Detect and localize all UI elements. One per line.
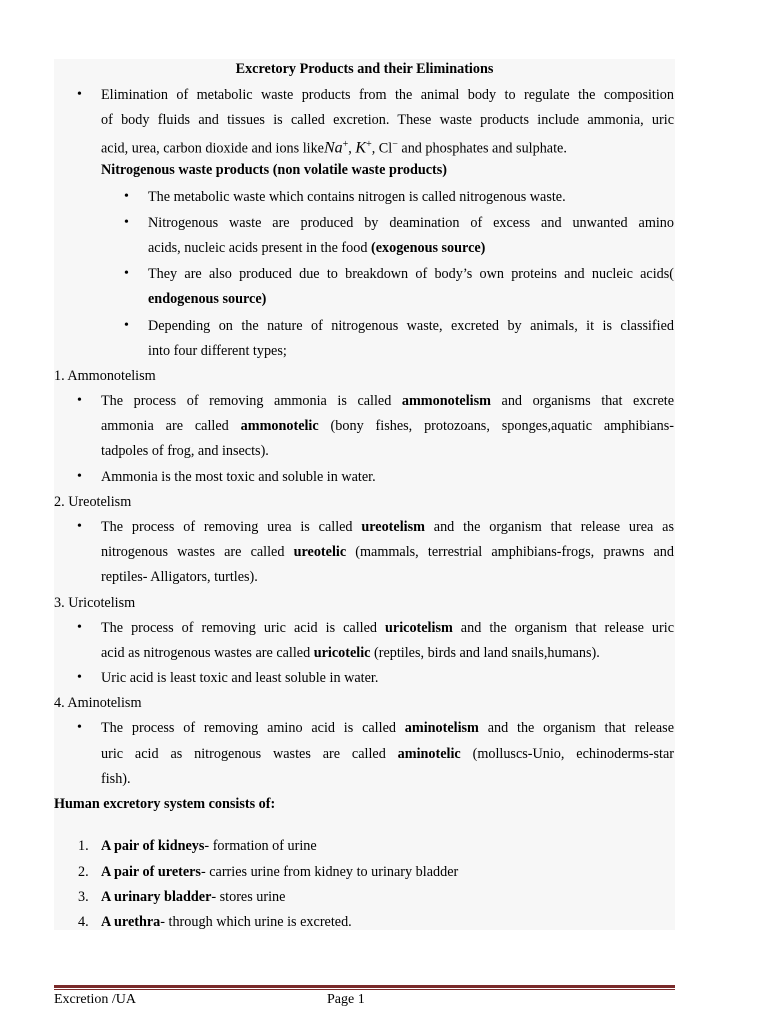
organ-list-item: 2.: [78, 864, 89, 880]
nitro-point-2-line-1: Nitrogenous waste are produced by deamination of excess and unwanted amino: [148, 215, 674, 231]
footer-rule-thin: [54, 989, 675, 990]
bullet: •: [124, 215, 129, 230]
aminotelism-line-1: The process of removing amino acid is called aminotelism and the organism that release: [101, 720, 674, 736]
organ-list-item: 4.: [78, 914, 89, 930]
page-number: Page 1: [327, 992, 365, 1007]
organ-ureters: A pair of ureters- carries urine from kidney to urinary bladder: [101, 864, 459, 880]
bullet: •: [77, 670, 82, 685]
ammonotelism-line-3: tadpoles of frog, and insects).: [101, 443, 269, 459]
bullet: •: [124, 266, 129, 281]
bullet: •: [77, 469, 82, 484]
nitro-point-3-line-1: They are also produced due to breakdown of body’s own proteins and nucleic acids(: [148, 266, 674, 282]
human-system-heading: Human excretory system consists of:: [54, 796, 276, 812]
footer-left-text: Excretion /UA: [54, 992, 137, 1007]
bullet: •: [77, 87, 82, 102]
ureotelism-heading: 2. Ureotelism: [54, 494, 132, 510]
nitro-point-4-line-1: Depending on the nature of nitrogenous waste, excreted by animals, it is classified: [148, 318, 674, 334]
intro-line-1: Elimination of metabolic waste products from the animal body to regulate the composition: [101, 87, 674, 103]
page-title: Excretory Products and their Eliminations: [235, 61, 494, 77]
ammonotelism-heading: 1. Ammonotelism: [54, 368, 156, 384]
nitro-point-4-line-2: into four different types;: [148, 343, 287, 359]
bullet: •: [77, 620, 82, 635]
uricotelism-heading: 3. Uricotelism: [54, 595, 136, 611]
intro-line-3: acid, urea, carbon dioxide and ions likeNa+, K+, Cl− and phosphates and sulphate.: [101, 139, 567, 157]
uricotelism-toxicity: Uric acid is least toxic and least soluble in water.: [101, 670, 379, 686]
organ-list-item: 1.: [78, 838, 89, 854]
nitro-point-1: The metabolic waste which contains nitrogen is called nitrogenous waste.: [148, 189, 566, 205]
footer-rule-thick: [54, 985, 675, 988]
aminotelism-heading: 4. Aminotelism: [54, 695, 142, 711]
uricotelism-line-1: The process of removing uric acid is called uricotelism and the organism that release uric: [101, 620, 674, 636]
organ-kidneys: A pair of kidneys- formation of urine: [101, 838, 317, 854]
aminotelism-line-3: fish).: [101, 771, 131, 787]
bullet: •: [124, 189, 129, 204]
ammonotelism-line-1: The process of removing ammonia is called ammonotelism and organisms that excrete: [101, 393, 674, 409]
nitrogenous-heading: Nitrogenous waste products (non volatile waste products): [101, 162, 448, 178]
nitro-point-2-line-2: acids, nucleic acids present in the food (exogenous source): [148, 240, 486, 256]
aminotelism-line-2: uric acid as nitrogenous wastes are called aminotelic (molluscs-Unio, echinoderms-star: [101, 746, 674, 762]
bullet: •: [77, 720, 82, 735]
intro-line-2: of body fluids and tissues is called excretion. These waste products include ammonia, uric: [101, 112, 674, 128]
nitro-point-3-line-2: endogenous source): [148, 291, 267, 307]
bullet: •: [77, 393, 82, 408]
ammonotelism-toxicity: Ammonia is the most toxic and soluble in water.: [101, 469, 376, 485]
organ-bladder: A urinary bladder- stores urine: [101, 889, 286, 905]
ureotelism-line-1: The process of removing urea is called ureotelism and the organism that release urea as: [101, 519, 674, 535]
organ-list-item: 3.: [78, 889, 89, 905]
ammonotelism-line-2: ammonia are called ammonotelic (bony fishes, protozoans, sponges,aquatic amphibians-: [101, 418, 675, 434]
organ-urethra: A urethra- through which urine is excreted.: [101, 914, 352, 930]
bullet: •: [124, 318, 129, 333]
uricotelism-line-2: acid as nitrogenous wastes are called uricotelic (reptiles, birds and land snails,humans).: [101, 645, 600, 661]
bullet: •: [77, 519, 82, 534]
ureotelism-line-2: nitrogenous wastes are called ureotelic (mammals, terrestrial amphibians-frogs, prawns and: [101, 544, 674, 560]
ureotelism-line-3: reptiles- Alligators, turtles).: [101, 569, 258, 585]
